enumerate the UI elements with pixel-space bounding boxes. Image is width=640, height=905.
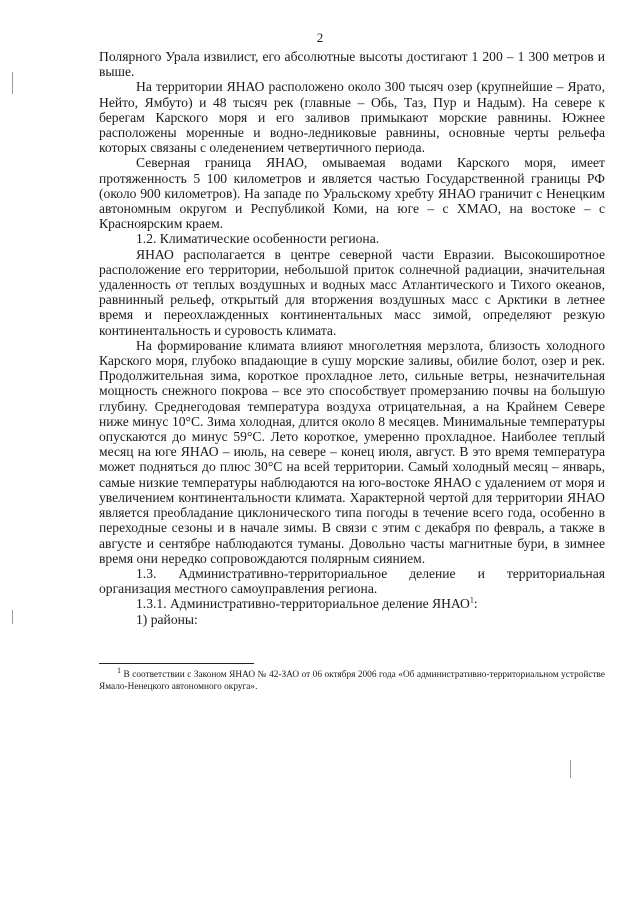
page-number: 2 [316,30,324,45]
document-body [99,49,605,627]
scan-artifact-mark [12,610,13,624]
footnote-text: В соответствии с Законом ЯНАО № 42-ЗАО от 06 октября 2006 года «Об административно-территориальном устройстве Ямало-Ненецкого автономного округа». [99,670,605,692]
footnote [99,665,605,693]
paragraph-borders: Северная граница ЯНАО, омываемая водами Карского моря, имеет протяженность 5 100 километров и является частью Государственной границы РФ (около 900 километров). На западе по Уральскому хребту ЯНАО граничит с Ненецким автономным округом и Республикой Коми, на юге – с ХМАО, на востоке – с Красноярским краем. [99,155,605,232]
subsection-heading-division [99,596,605,611]
section-heading-administrative: 1.3. Административно-территориальное деление и территориальная организация местного самоуправления региона. [99,565,605,597]
paragraph-climate-location: ЯНАО располагается в центре северной части Евразии. Высокоширотное расположение его территории, небольшой приток солнечной радиации, значительная удаленность от теплых воздушных и водных масс Атлантического и Тихого океанов, равнинный рельеф, открытый для вторжения воздушных масс с Арктики в летнее время и переохлажденных континентальных масс зимой, определяют резкую континентальность и суровость климата. [99,246,605,338]
subsection-heading-text: 1.3.1. Административно-территориальное деление ЯНАО [136,596,470,612]
paragraph-ural-heights: Полярного Урала извилист, его абсолютные высоты достигают 1 200 – 1 300 метров и выше. [99,49,605,80]
section-heading-climate: 1.2. Климатические особенности региона. [136,231,380,247]
subsection-heading-suffix: : [473,596,478,612]
footnote-marker: 1 [117,665,121,675]
paragraph-climate-factors: На формирование климата влияют многолетняя мерзлота, близость холодного Карского моря, глубоко впадающие в сушу морские заливы, обилие болот, озер и рек. Продолжительная зима, короткое прохладное лето, сильные ветры, незначительная мощность снежного покрова – все это способствует промерзанию почвы на большую глубину. Среднегодовая температура воздуха отрицательная, а на Крайнем Севере ниже минус 10°С. Зима холодная, длится около 8 месяцев. Минимальные температуры опускаются до минус 59°С. Лето короткое, умеренно прохладное. Наиболее теплый месяц на юге ЯНАО – июль, на севере – конец июля, август. В это время температура может подняться до плюс 30°С на всей территории. Самый холодный месяц – январь, самые низкие температуры наблюдаются на юго-востоке ЯНАО с удалением от моря и увеличением континентальности климата. Характерной чертой для территории ЯНАО является преобладание циклонического типа погоды в течение всего года, особенно в переходные сезоны и в начале зимы. В связи с этим с декабря по февраль, а также в августе и сентябре наблюдаются туманы. Довольно часты магнитные бури, в зимнее время они нередко сопровождаются полярным сиянием. [99,337,605,566]
paragraph-lakes-rivers: На территории ЯНАО расположено около 300 тысяч озер (крупнейшие – Ярато, Нейто, Ямбуто) и 48 тысяч рек (главные – Обь, Таз, Пур и Надым). На севере к берегам Карского моря и его заливов примыкают морские равнины. Южнее расположены моренные и водно-ледниковые равнины, основные черты рельефа которых связаны с оледенением четвертичного периода. [99,79,605,156]
scan-artifact-mark [570,760,571,778]
footnote-separator [99,663,254,664]
footnote-reference[interactable]: 1 [469,595,474,605]
list-item-districts: 1) районы: [136,611,198,627]
scan-artifact-mark [12,72,13,94]
